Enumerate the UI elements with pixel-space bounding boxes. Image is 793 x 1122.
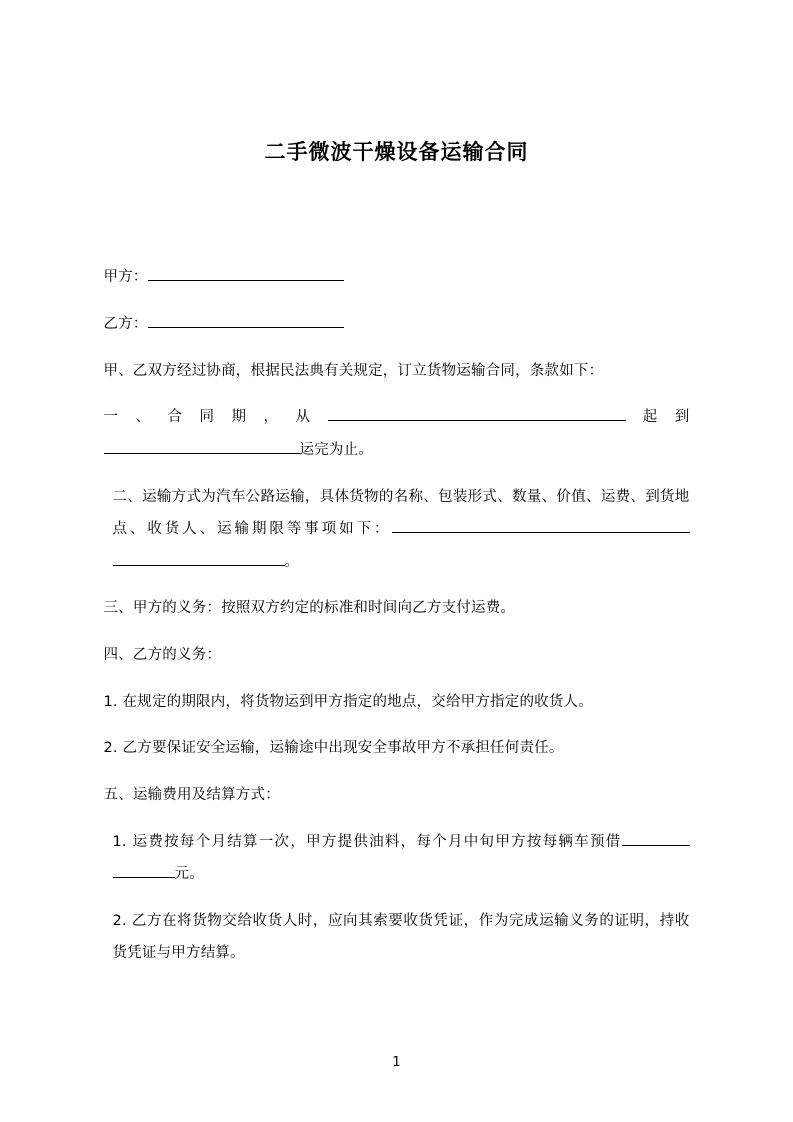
clause-2-blank-2[interactable] [113, 550, 181, 566]
clause-2-blank-1[interactable] [392, 518, 690, 534]
clause-5-1-pre: 1. 运费按每个月结算一次，甲方提供油料，每个月中旬甲方按每辆车预借 [112, 833, 622, 850]
clause-1-mid: 起到 [625, 409, 690, 426]
clause-2-tail: 。 [284, 553, 300, 570]
paragraph-clause-5: 五、运输费用及结算方式： [103, 786, 280, 803]
clause-2-text: 二、运输方式为汽车公路运输，具体货物的名称、包装形式、数量、价值、运费、到货地点、收货人、运输期限等事项如下： [112, 488, 690, 538]
paragraph-clause-1 [104, 401, 690, 466]
document-body [104, 167, 690, 970]
clause-1-post: 运完为止。 [299, 441, 373, 458]
paragraph-clause-2 [104, 481, 690, 579]
clause-2-blank-3[interactable] [181, 550, 285, 566]
party-b-label: 乙方： [103, 316, 148, 333]
clause-5-1-blank-1[interactable] [622, 830, 690, 846]
paragraph-party-a [104, 261, 690, 294]
clause-1-start-blank[interactable] [328, 406, 626, 422]
clause-5-1-blank-2[interactable] [113, 863, 175, 879]
paragraph-clause-3: 三、甲方的义务：按照双方约定的标准和时间向乙方支付运费。 [103, 600, 516, 617]
paragraph-party-b [104, 308, 690, 341]
party-a-blank[interactable] [148, 266, 344, 282]
paragraph-clause-4-2: 2. 乙方要保证安全运输，运输途中出现安全事故甲方不承担任何责任。 [103, 740, 564, 757]
paragraph-clause-5-1 [104, 826, 690, 891]
party-a-label: 甲方： [103, 269, 148, 286]
clause-5-1-post: 元。 [174, 866, 204, 883]
paragraph-preamble: 甲、乙双方经过协商，根据民法典有关规定，订立货物运输合同，条款如下： [103, 362, 604, 379]
clause-1-pre: 一、合同期，从 [103, 409, 328, 426]
party-b-blank[interactable] [148, 313, 344, 329]
paragraph-clause-5-2: 2. 乙方在将货物交给收货人时，应向其索要收货凭证，作为完成运输义务的证明，持收货凭证与甲方结算。 [112, 912, 690, 962]
paragraph-clause-4: 四、乙方的义务： [103, 647, 222, 664]
clause-1-end-blank[interactable] [104, 438, 300, 454]
page-number: 1 [392, 1055, 401, 1070]
paragraph-clause-4-1: 1. 在规定的期限内，将货物运到甲方指定的地点，交给甲方指定的收货人。 [103, 693, 593, 710]
page-title: 二手微波干燥设备运输合同 [264, 140, 529, 164]
